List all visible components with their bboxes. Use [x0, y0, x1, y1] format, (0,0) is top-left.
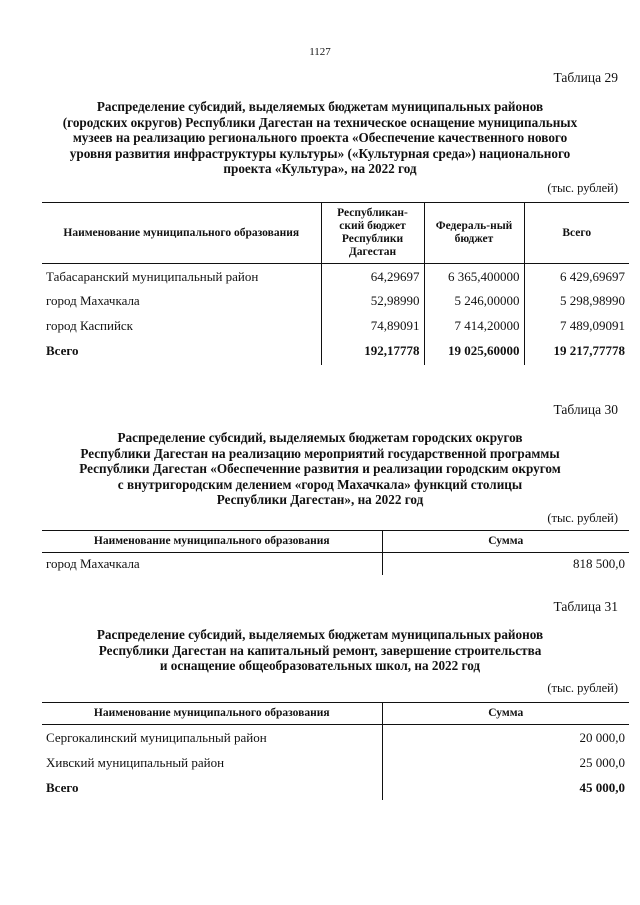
cell-republic: 64,29697 [321, 264, 424, 288]
table-29-header-republic: Республикан-ский бюджет Республики Дагестан [321, 203, 424, 264]
table-30-title: Распределение субсидий, выделяемых бюджетам городских округов Республики Дагестан на реализацию мероприятий государственной программы Республики Дагестан «Обеспеченние развития и реализации городским округом с внутригородским делением «город Махачкала» функций столицы Республики Дагестан», на 2022 год [79, 430, 561, 507]
cell-name: Табасаранский муниципальный район [46, 269, 259, 284]
table-row [42, 725, 629, 750]
cell-total: 6 429,69697 [524, 264, 629, 288]
cell-name: город Каспийск [46, 317, 133, 333]
cell-federal: 19 025,60000 [424, 338, 524, 365]
table-row [42, 288, 629, 313]
table-row [42, 750, 629, 775]
table-29-title: Распределение субсидий, выделяемых бюджетам муниципальных районов (городских округов) Республики Дагестан на техническое оснащение муниципальных музеев на реализацию регионального проекта «Обеспечение качественного нового уровня развития инфраструктуры культуры» («Культурная среда») национального проекта «Культура», на 2022 год [62, 99, 578, 176]
cell-sum: 818 500,0 [382, 553, 629, 575]
cell-name: город Махачкала [46, 556, 140, 571]
cell-federal: 6 365,400000 [424, 264, 524, 288]
cell-federal: 7 414,20000 [424, 313, 524, 338]
table-29-label: Таблица 29 [553, 70, 618, 85]
cell-sum: 20 000,0 [382, 725, 629, 750]
cell-name: Сергокалинский муниципальный район [46, 730, 267, 745]
cell-total: 5 298,98990 [524, 288, 629, 313]
table-29 [42, 202, 629, 365]
table-30-header-name: Наименование муниципального образования [93, 535, 330, 547]
table-31-unit: (тыс. рублей) [547, 681, 618, 695]
cell-republic: 74,89091 [321, 313, 424, 338]
table-row [42, 264, 629, 288]
table-row [42, 553, 629, 575]
cell-total: 7 489,09091 [524, 313, 629, 338]
table-30-header-sum: Сумма [382, 531, 629, 553]
table-29-unit: (тыс. рублей) [547, 181, 618, 195]
table-29-header-name: Наименование муниципального образования [63, 226, 300, 239]
table-31-header-name: Наименование муниципального образования [93, 707, 330, 719]
table-31-header-sum: Сумма [382, 703, 629, 725]
cell-name: Всего [46, 342, 79, 358]
cell-republic: 192,17778 [321, 338, 424, 365]
table-total-row [42, 775, 629, 800]
table-31-title: Распределение субсидий, выделяемых бюджетам муниципальных районов Республики Дагестан на капитальный ремонт, завершение строительства и оснащение общеобразовательных школ, на 2022 год [96, 627, 544, 673]
cell-republic: 52,98990 [321, 288, 424, 313]
cell-sum: 45 000,0 [382, 775, 629, 800]
table-29-header-total: Всего [524, 203, 629, 264]
table-total-row [42, 338, 629, 365]
table-31-label: Таблица 31 [553, 599, 618, 614]
cell-federal: 5 246,00000 [424, 288, 524, 313]
table-29-header-federal: Федераль-ный бюджет [424, 203, 524, 264]
table-30-unit: (тыс. рублей) [547, 511, 618, 525]
table-31 [42, 702, 629, 800]
table-30 [42, 530, 629, 575]
cell-name: Хивский муниципальный район [46, 754, 225, 770]
cell-name: город Махачкала [46, 292, 140, 308]
cell-total: 19 217,77778 [524, 338, 629, 365]
table-30-label: Таблица 30 [553, 402, 618, 417]
table-row [42, 313, 629, 338]
page-number: 1127 [309, 46, 331, 58]
cell-sum: 25 000,0 [382, 750, 629, 775]
cell-name: Всего [46, 779, 79, 795]
